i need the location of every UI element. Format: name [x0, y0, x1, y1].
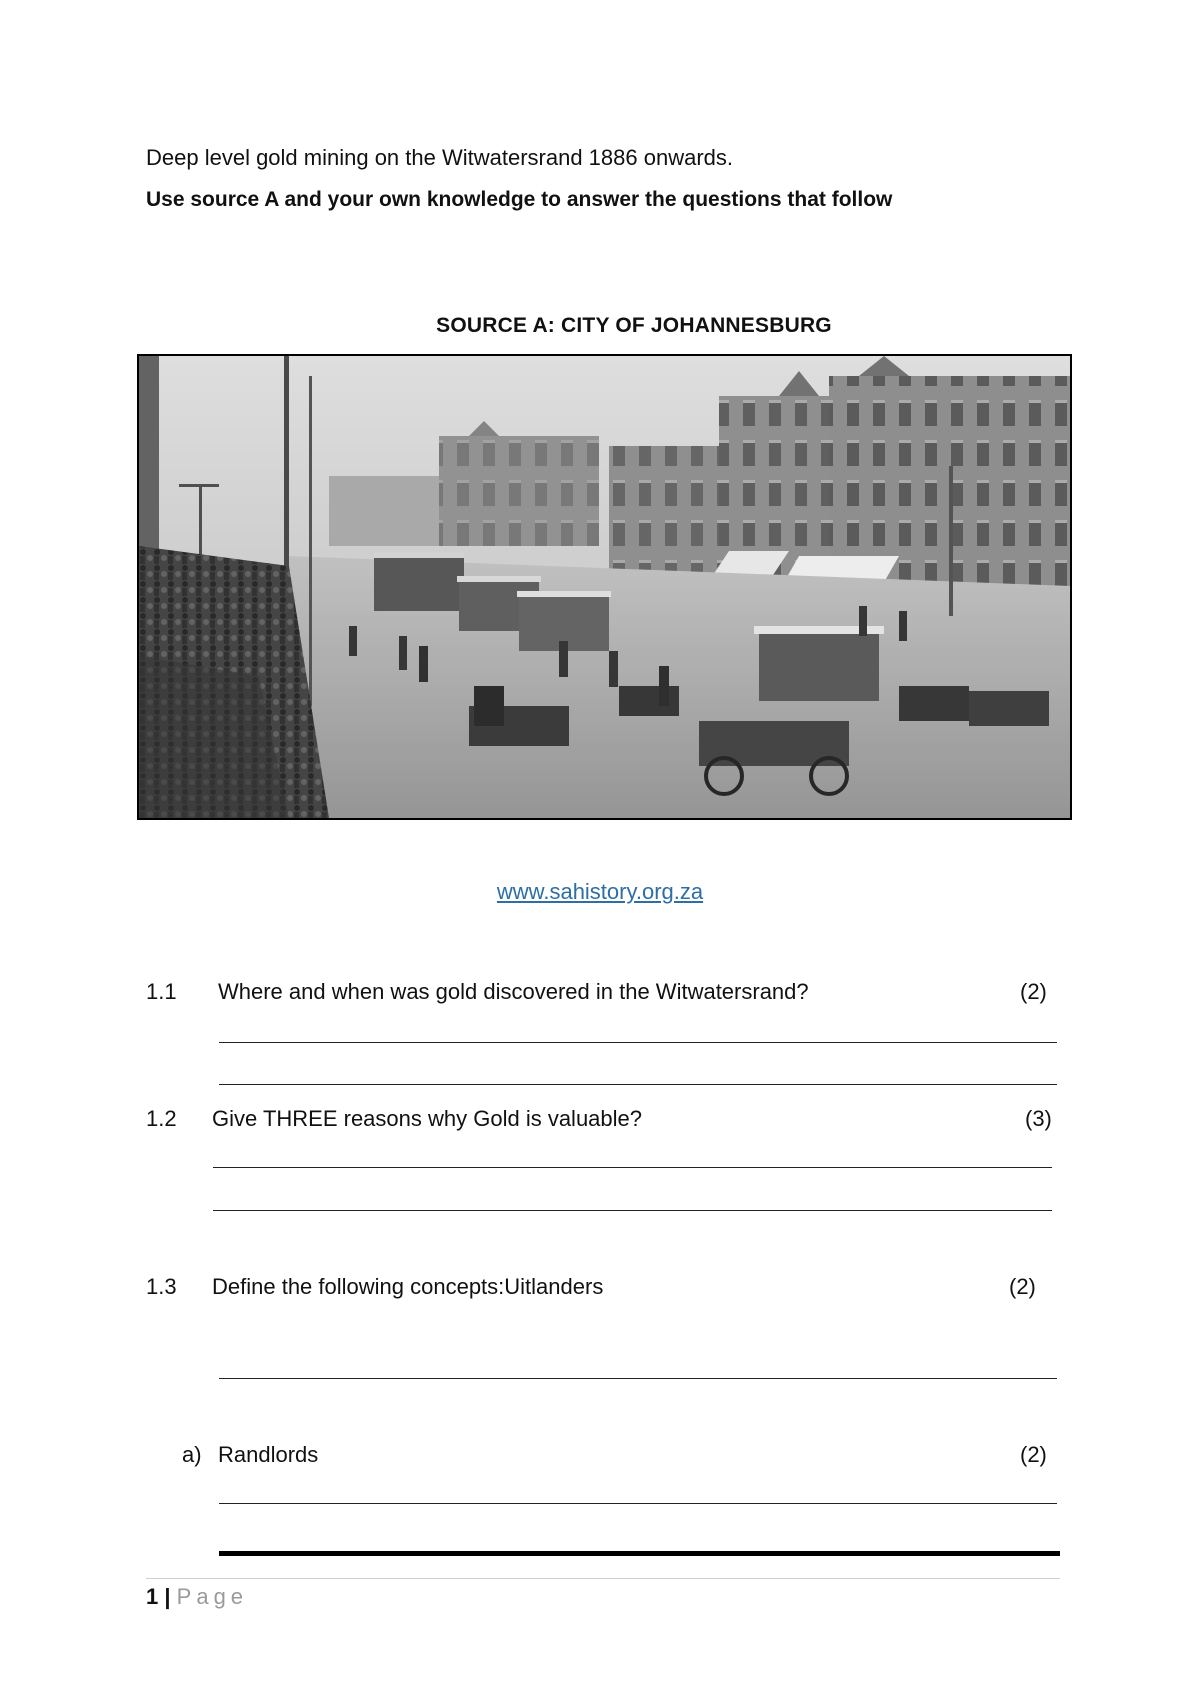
answer-line-thick[interactable]	[219, 1551, 1060, 1556]
question-number: 1.3	[146, 1274, 177, 1299]
question-text: Give THREE reasons why Gold is valuable?	[212, 1106, 643, 1131]
question-marks: (3)	[1025, 1106, 1052, 1131]
question-text: Define the following concepts:Uitlanders	[212, 1274, 604, 1299]
answer-line[interactable]	[219, 1378, 1057, 1379]
sub-question-marks: (2)	[1020, 1442, 1047, 1467]
source-link[interactable]: www.sahistory.org.za	[496, 879, 704, 904]
question-number: 1.2	[146, 1106, 177, 1131]
footer-separator: |	[164, 1584, 171, 1609]
intro-text: Deep level gold mining on the Witwatersrand 1886 onwards.	[146, 145, 733, 170]
source-title: SOURCE A: CITY OF JOHANNESBURG	[436, 314, 832, 337]
answer-line[interactable]	[219, 1042, 1057, 1043]
question-marks: (2)	[1020, 979, 1047, 1004]
source-photo	[137, 354, 1072, 820]
answer-line[interactable]	[219, 1084, 1057, 1085]
instruction-text: Use source A and your own knowledge to answer the questions that follow	[146, 188, 893, 211]
answer-line[interactable]	[213, 1210, 1052, 1211]
answer-line[interactable]	[219, 1503, 1057, 1504]
page-number: 1	[146, 1584, 159, 1609]
question-marks: (2)	[1009, 1274, 1036, 1299]
sub-question-text: Randlords	[218, 1442, 319, 1467]
question-text: Where and when was gold discovered in the Witwatersrand?	[218, 979, 809, 1004]
answer-line[interactable]	[213, 1167, 1052, 1168]
page-footer	[146, 1584, 248, 1610]
sub-question-letter: a)	[182, 1442, 202, 1467]
question-number: 1.1	[146, 979, 177, 1004]
page-label: Page	[176, 1584, 249, 1609]
footer-divider	[146, 1578, 1060, 1579]
johannesburg-street-photo	[139, 356, 1070, 818]
